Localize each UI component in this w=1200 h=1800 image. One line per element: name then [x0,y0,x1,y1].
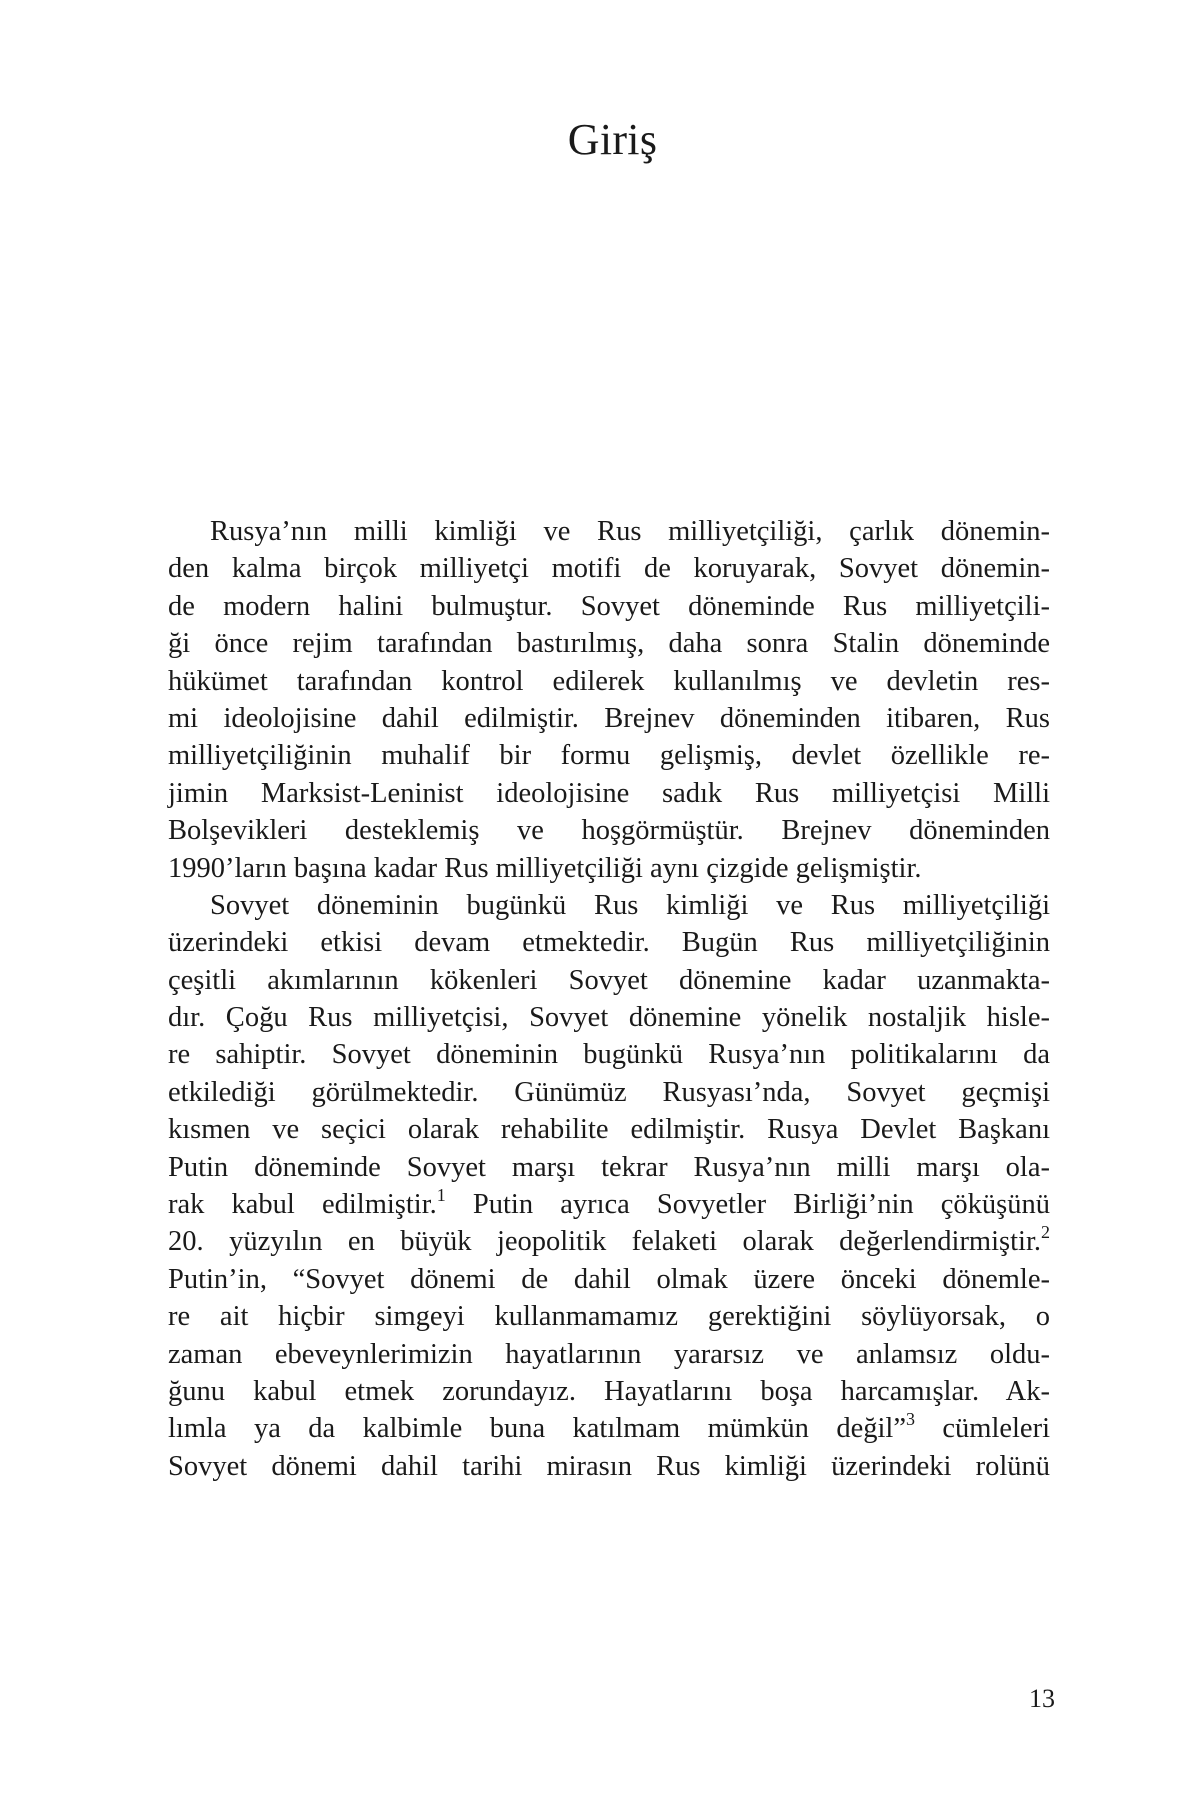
text-line: kısmen ve seçici olarak rehabilite edilmiştir. Rusya Devlet Başkanı [168,1114,1050,1146]
text-line-with-footnote [168,1410,1050,1447]
text-line-with-footnote [168,1186,1050,1223]
text-line: mi ideolojisine dahil edilmiştir. Brejnev döneminden itibaren, Rus [168,702,1050,734]
text-line: den kalma birçok milliyetçi motifi de koruyarak, Sovyet dönemin- [168,553,1050,585]
text-line: jimin Marksist-Leninist ideolojisine sadık Rus milliyetçisi Milli [168,777,1050,809]
text-line: Sovyet dönemi dahil tarihi mirasın Rus kimliği üzerindeki rolünü [168,1450,1050,1482]
body-text [168,513,1050,1485]
text-line: Rusya’nın milli kimliği ve Rus milliyetçiliği, çarlık dönemin- [210,516,1050,547]
footnote-ref-1[interactable]: 1 [436,1184,446,1205]
line-text: 20. yüzyılın en büyük jeopolitik felaketi olarak değerlendirmiştir. [168,1226,1041,1258]
text-line: ği önce rejim tarafından bastırılmış, daha sonra Stalin döneminde [168,628,1050,660]
line-text: Putin ayrıca Sovyetler Birliği’nin çöküşünü [445,1189,1050,1221]
paragraph-1 [168,513,1050,887]
page-number: 13 [1029,1684,1055,1713]
paragraph-2 [168,887,1050,1485]
line-text: lımla ya da kalbimle buna katılmam mümkün değil” [168,1413,906,1445]
text-line: re sahiptir. Sovyet döneminin bugünkü Rusya’nın politikalarını da [168,1039,1050,1071]
page-title: Giriş [567,115,658,164]
text-line: de modern halini bulmuştur. Sovyet döneminde Rus milliyetçili- [168,590,1050,622]
line-text: cümleleri [914,1413,1050,1445]
text-line: hükümet tarafından kontrol edilerek kullanılmış ve devletin res- [168,665,1050,697]
text-line: üzerindeki etkisi devam etmektedir. Bugün Rus milliyetçiliğinin [168,927,1050,959]
text-line: ğunu kabul etmek zorundayız. Hayatlarını boşa harcamışlar. Ak- [168,1375,1050,1407]
text-line: Bolşevikleri desteklemiş ve hoşgörmüştür. Brejnev döneminden [168,815,1050,847]
text-line-with-footnote [168,1223,1050,1260]
text-line: dır. Çoğu Rus milliyetçisi, Sovyet dönemine yönelik nostaljik hisle- [168,1002,1050,1034]
footnote-ref-3[interactable]: 3 [905,1408,915,1429]
line-text: rak kabul edilmiştir. [168,1189,437,1221]
text-line: Sovyet döneminin bugünkü Rus kimliği ve Rus milliyetçiliği [210,889,1050,921]
text-line: zaman ebeveynlerimizin hayatlarının yararsız ve anlamsız oldu- [168,1338,1050,1370]
text-line: çeşitli akımlarının kökenleri Sovyet dönemine kadar uzanmakta- [168,964,1050,996]
text-line: milliyetçiliğinin muhalif bir formu gelişmiş, devlet özellikle re- [168,740,1050,772]
text-line: Putin’in, “Sovyet dönemi de dahil olmak üzere önceki dönemle- [168,1263,1050,1295]
text-line: 1990’ların başına kadar Rus milliyetçiliği aynı çizgide gelişmiştir. [168,852,922,884]
text-line: Putin döneminde Sovyet marşı tekrar Rusya’nın milli marşı ola- [168,1151,1050,1183]
footnote-ref-2[interactable]: 2 [1041,1221,1050,1242]
text-line: re ait hiçbir simgeyi kullanmamamız gerektiğini söylüyorsak, o [168,1301,1050,1333]
text-line: etkilediği görülmektedir. Günümüz Rusyası’nda, Sovyet geçmişi [168,1076,1050,1108]
